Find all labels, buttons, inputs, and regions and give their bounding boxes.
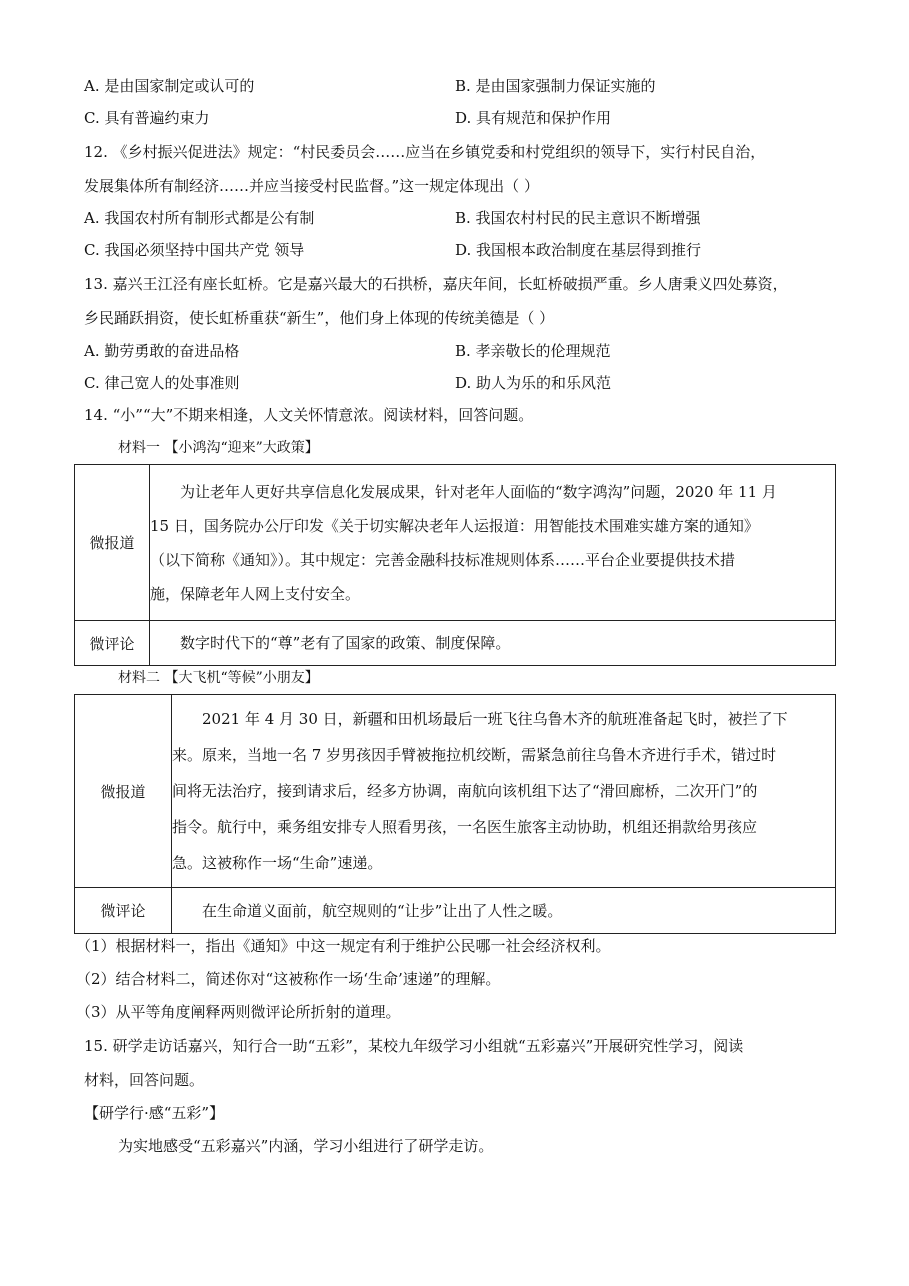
q13-option-c: C. 律己宽人的处事准则 xyxy=(84,374,240,392)
q15-stem-line1: 15. 研学走访话嘉兴，知行合一助“五彩”，某校九年级学习小组就“五彩嘉兴”开展研究性学习，阅读 xyxy=(84,1037,744,1055)
q11-option-a: A. 是由国家制定或认可的 xyxy=(84,77,255,95)
material2-report-label: 微报道 xyxy=(75,695,172,888)
q15-stem-line2: 材料，回答问题。 xyxy=(84,1071,205,1089)
q11-option-c: C. 具有普遍约束力 xyxy=(84,109,210,127)
material2-comment-text: 在生命道义面前，航空规则的“让步”让出了人性之暖。 xyxy=(202,901,563,920)
q12-option-a: A. 我国农村所有制形式都是公有制 xyxy=(84,209,315,227)
q12-option-b: B. 我国农村村民的民主意识不断增强 xyxy=(455,209,701,227)
q15-intro: 为实地感受“五彩嘉兴”内涵，学习小组进行了研学走访。 xyxy=(118,1137,494,1155)
q14-stem: 14. “小”“大”不期来相逢，人文关怀情意浓。阅读材料，回答问题。 xyxy=(84,406,534,424)
material2-report-line2: 来。原来，当地一名 7 岁男孩因手臂被拖拉机绞断，需紧急前往乌鲁木齐进行手术，错过时 xyxy=(172,746,777,764)
q11-option-d: D. 具有规范和保护作用 xyxy=(455,109,612,127)
q13-option-d: D. 助人为乐的和乐风范 xyxy=(455,374,612,392)
q14-material1-title: 材料一 【小鸿沟“迎来”大政策】 xyxy=(118,440,319,456)
q14-material2-title: 材料二 【大飞机“等候”小朋友】 xyxy=(118,670,319,686)
q12-stem-line1: 12. 《乡村振兴促进法》规定：“村民委员会……应当在乡镇党委和村党组织的领导下，实行村民自治， xyxy=(84,143,766,161)
material1-comment-content xyxy=(150,621,836,666)
material1-report-label: 微报道 xyxy=(75,465,150,621)
material2-report-line3: 间将无法治疗，接到请求后，经多方协调，南航向该机组下达了“滑回廊桥，二次开门”的 xyxy=(172,782,758,800)
q11-option-b: B. 是由国家强制力保证实施的 xyxy=(455,77,656,95)
material2-comment-label: 微评论 xyxy=(75,888,172,934)
material1-report-line1: 为让老年人更好共享信息化发展成果，针对老年人面临的“数字鸿沟”问题，2020 年 11 月 xyxy=(180,482,777,501)
q13-option-b: B. 孝亲敬长的伦理规范 xyxy=(455,342,611,360)
q14-sub1: （1）根据材料一，指出《通知》中这一规定有利于维护公民哪一社会经济权利。 xyxy=(76,937,611,955)
material1-comment-text: 数字时代下的“尊”老有了国家的政策、制度保障。 xyxy=(180,634,511,652)
q12-stem-line2: 发展集体所有制经济……并应当接受村民监督。”这一规定体现出（ ） xyxy=(84,177,539,195)
q14-material2-table xyxy=(74,694,836,934)
material1-report-line3: （以下简称《通知》）。其中规定：完善金融科技标准规则体系……平台企业要提供技术措 xyxy=(150,550,736,569)
q12-option-c: C. 我国必须坚持中国共产党 领导 xyxy=(84,241,305,259)
q13-option-a: A. 勤劳勇敢的奋进品格 xyxy=(84,342,240,360)
material2-report-content xyxy=(172,695,836,888)
q15-section-title: 【研学行·感“五彩”】 xyxy=(84,1104,225,1122)
q14-sub3: （3）从平等角度阐释两则微评论所折射的道理。 xyxy=(76,1003,401,1021)
q13-stem-line2: 乡民踊跃捐资，使长虹桥重获“新生”，他们身上体现的传统美德是（ ） xyxy=(84,309,555,327)
material2-report-line5: 急。这被称作一场“生命”速递。 xyxy=(172,854,383,872)
q14-material1-table xyxy=(74,464,836,666)
material1-report-line4: 施，保障老年人网上支付安全。 xyxy=(150,584,361,603)
q12-option-d: D. 我国根本政治制度在基层得到推行 xyxy=(455,241,702,259)
material1-report-content xyxy=(150,465,836,621)
material2-report-line4: 指令。航行中，乘务组安排专人照看男孩，一名医生旅客主动协助，机组还捐款给男孩应 xyxy=(172,818,758,836)
material2-report-line1: 2021 年 4 月 30 日，新疆和田机场最后一班飞往乌鲁木齐的航班准备起飞时，被拦了下 xyxy=(202,710,788,728)
q13-stem-line1: 13. 嘉兴王江泾有座长虹桥。它是嘉兴最大的石拱桥，嘉庆年间，长虹桥破损严重。乡人唐秉义四处募资， xyxy=(84,275,788,293)
material1-comment-label: 微评论 xyxy=(75,621,150,666)
q14-sub2: （2）结合材料二，简述你对“这被称作一场‘生命’速递”的理解。 xyxy=(76,970,501,988)
material1-report-line2: 15 日，国务院办公厅印发《关于切实解决老年人运报道：用智能技术围难实雄方案的通知》 xyxy=(150,516,759,535)
material2-comment-content xyxy=(172,888,836,934)
